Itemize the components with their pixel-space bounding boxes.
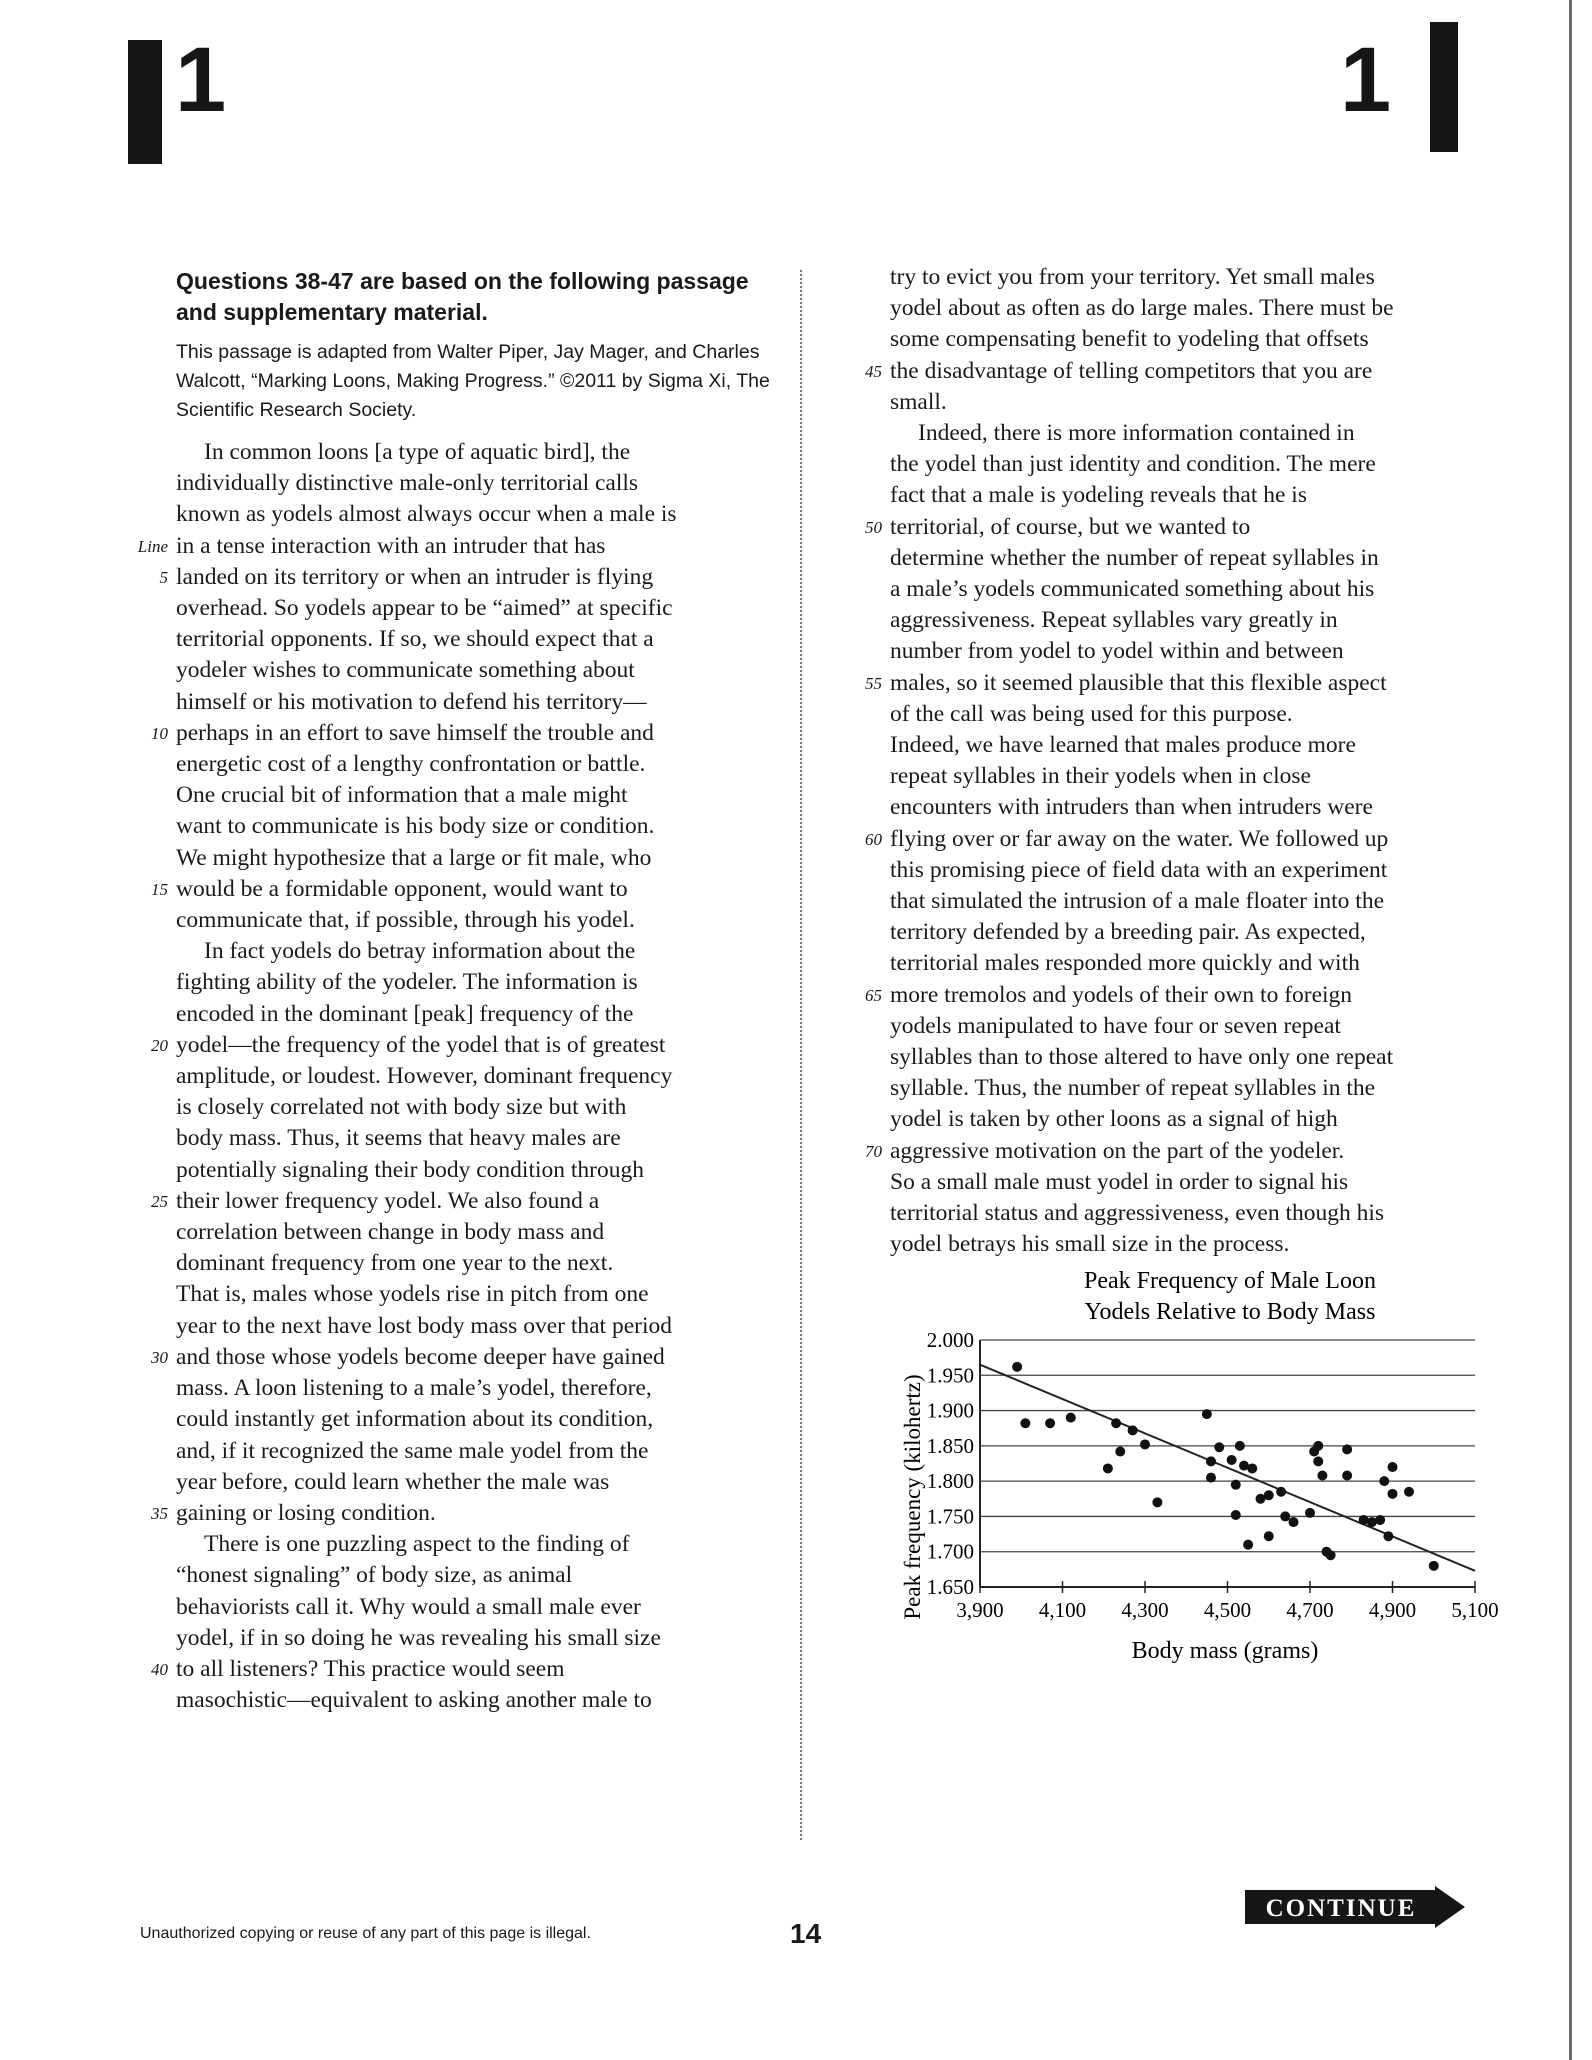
data-point: [1103, 1463, 1113, 1473]
passage-line: [137, 531, 776, 562]
right-column: [865, 262, 1490, 1261]
line-text: yodeler wishes to communicate something about: [176, 657, 635, 684]
x-axis-label: Body mass (grams): [1131, 1638, 1319, 1664]
line-text: There is one puzzling aspect to the finding of: [204, 1531, 630, 1558]
section-number-left: 1: [175, 29, 227, 131]
passage-line: [890, 262, 1490, 293]
chart-title-line-2: Yodels Relative to Body Mass: [1084, 1299, 1376, 1325]
passage-line: [176, 624, 776, 655]
x-tick-label: 4,500: [1203, 1598, 1252, 1622]
passage-line: [865, 824, 1490, 855]
x-tick-label: 4,700: [1286, 1598, 1334, 1622]
left-column: [137, 266, 776, 1716]
passage-line: [890, 293, 1490, 324]
passage-line: [890, 730, 1490, 761]
line-text: landed on its territory or when an intruder is flying: [176, 563, 654, 590]
line-text: fact that a male is yodeling reveals that he is: [890, 482, 1307, 509]
line-text: year to the next have lost body mass over that period: [176, 1312, 672, 1339]
line-text: behaviorists call it. Why would a small male ever: [176, 1593, 641, 1620]
line-text: perhaps in an effort to save himself the trouble and: [176, 719, 654, 746]
passage-line: [890, 636, 1490, 667]
line-text: correlation between change in body mass and: [176, 1219, 605, 1246]
line-text: and those whose yodels become deeper have gained: [176, 1343, 665, 1370]
line-text: and, if it recognized the same male yodel from the: [176, 1437, 649, 1464]
line-text: syllables than to those altered to have only one repeat: [890, 1044, 1394, 1071]
passage-line: [151, 1498, 776, 1529]
passage-line: [890, 387, 1490, 418]
passage-line: [890, 605, 1490, 636]
passage-line: [176, 1592, 776, 1623]
line-text: In common loons [a type of aquatic bird], the: [204, 439, 631, 465]
scatter-chart: [890, 1262, 1499, 1664]
data-point: [1115, 1447, 1125, 1457]
data-point: [1313, 1456, 1323, 1466]
passage-line: [176, 1436, 776, 1467]
line-text: encounters with intruders than when intruders were: [890, 794, 1373, 821]
line-text: aggressive motivation on the part of the yodeler.: [890, 1137, 1345, 1164]
x-tick-label: 5,100: [1451, 1598, 1499, 1622]
line-number: 35: [151, 1503, 168, 1523]
passage-line: [176, 1529, 776, 1560]
passage-line: [890, 917, 1490, 948]
data-point: [1317, 1470, 1327, 1480]
line-text: known as yodels almost always occur when a male is: [176, 501, 677, 528]
data-point: [1375, 1515, 1385, 1525]
data-point: [1020, 1418, 1030, 1428]
trend-line: [980, 1365, 1475, 1571]
line-text: in a tense interaction with an intruder that has: [176, 532, 606, 559]
passage-line: [890, 1042, 1490, 1073]
line-text: a male’s yodels communicated something about his: [890, 576, 1375, 603]
line-number: 10: [151, 723, 168, 743]
line-number: 5: [159, 567, 168, 587]
passage-line: [176, 999, 776, 1030]
passage-line: [890, 792, 1490, 823]
passage-source: This passage is adapted from Walter Piper, Jay Mager, and Charles Walcott, “Marking Loons, Making Progress.” ©2011 by Sigma Xi, The Scientific Research Society.: [176, 341, 770, 421]
y-tick-label: 1.800: [926, 1469, 974, 1494]
line-text: gaining or losing condition.: [176, 1499, 436, 1526]
line-number: 25: [151, 1191, 168, 1211]
passage-line: [176, 936, 776, 967]
passage-line: [890, 1229, 1490, 1260]
data-point: [1404, 1487, 1414, 1497]
line-text: want to communicate is his body size or condition.: [176, 813, 655, 840]
data-point: [1383, 1531, 1393, 1541]
passage-line: [176, 593, 776, 624]
line-text: yodel betrays his small size in the process.: [890, 1231, 1290, 1258]
line-text: the disadvantage of telling competitors that you are: [890, 357, 1373, 384]
passage-line: [865, 980, 1490, 1011]
line-text: yodel is taken by other loons as a signal of high: [890, 1106, 1338, 1133]
line-text: the yodel than just identity and condition. The mere: [890, 451, 1376, 478]
line-text: In fact yodels do betray information about the: [204, 938, 636, 965]
passage-line: [176, 1061, 776, 1092]
data-point: [1388, 1489, 1398, 1499]
data-point: [1140, 1439, 1150, 1449]
passage-line: [151, 1342, 776, 1373]
line-number: 65: [865, 985, 882, 1005]
passage-line: [890, 1198, 1490, 1229]
passage-line: [176, 1685, 776, 1716]
passage-line: [151, 718, 776, 749]
y-tick-label: 1.900: [926, 1398, 974, 1423]
line-text: to all listeners? This practice would seem: [176, 1655, 565, 1682]
passage-line: [176, 1123, 776, 1154]
passage-line: [151, 1186, 776, 1217]
line-text: communicate that, if possible, through his yodel.: [176, 907, 635, 934]
passage-line: [176, 749, 776, 780]
line-text: some compensating benefit to yodeling that offsets: [890, 326, 1369, 353]
passage-line: [865, 668, 1490, 699]
passage-line: [890, 543, 1490, 574]
data-point: [1206, 1473, 1216, 1483]
passage-line: [176, 1311, 776, 1342]
passage-line: [176, 1560, 776, 1591]
line-text: Indeed, we have learned that males produce more: [890, 732, 1356, 759]
passage-line: [890, 418, 1490, 449]
line-text: We might hypothesize that a large or fit male, who: [176, 844, 652, 871]
line-text: masochistic—equivalent to asking another male to: [176, 1687, 652, 1714]
line-text: small.: [890, 388, 947, 415]
data-point: [1243, 1540, 1253, 1550]
passage-line: [890, 886, 1490, 917]
passage-line: [151, 1030, 776, 1061]
passage-line: [176, 687, 776, 718]
data-point: [1231, 1510, 1241, 1520]
data-point: [1066, 1413, 1076, 1423]
line-text: repeat syllables in their yodels when in close: [890, 763, 1311, 790]
line-text: try to evict you from your territory. Yet small males: [890, 264, 1375, 290]
passage-left: [137, 437, 776, 1716]
line-number: 55: [865, 673, 882, 693]
x-tick-label: 4,300: [1121, 1598, 1169, 1622]
section-bar-left: [128, 40, 162, 164]
line-text: dominant frequency from one year to the next.: [176, 1250, 614, 1277]
data-point: [1379, 1476, 1389, 1486]
y-tick-label: 1.750: [926, 1504, 974, 1529]
chart-title-line-1: Peak Frequency of Male Loon: [1084, 1268, 1376, 1294]
line-text: aggressiveness. Repeat syllables vary greatly in: [890, 607, 1338, 634]
section-bar-right: [1430, 22, 1458, 152]
passage-line: [176, 1373, 776, 1404]
data-point: [1012, 1362, 1022, 1372]
passage-line: [890, 1104, 1490, 1135]
passage-line: [890, 699, 1490, 730]
data-point: [1235, 1441, 1245, 1451]
passage-line: [890, 948, 1490, 979]
line-text: body mass. Thus, it seems that heavy males are: [176, 1125, 621, 1152]
data-point: [1289, 1517, 1299, 1527]
data-point: [1111, 1418, 1121, 1428]
line-number: 70: [865, 1141, 882, 1161]
data-point: [1214, 1442, 1224, 1452]
passage-line: [176, 499, 776, 530]
line-text: himself or his motivation to defend his territory—: [176, 688, 647, 715]
y-tick-label: 1.950: [926, 1363, 974, 1388]
column-divider: [800, 270, 802, 1840]
passage-line: [176, 1404, 776, 1435]
data-point: [1247, 1463, 1257, 1473]
line-text: males, so it seemed plausible that this flexible aspect: [890, 669, 1387, 696]
data-point: [1313, 1441, 1323, 1451]
passage-line: [176, 1467, 776, 1498]
x-tick-label: 4,100: [1038, 1598, 1087, 1622]
passage-line: [890, 574, 1490, 605]
line-text: this promising piece of field data with an experiment: [890, 856, 1388, 883]
section-number-right: 1: [1340, 29, 1392, 131]
data-point: [1280, 1511, 1290, 1521]
line-text: yodels manipulated to have four or seven repeat: [890, 1012, 1341, 1039]
passage-line: [865, 356, 1490, 387]
line-text: year before, could learn whether the male was: [176, 1468, 610, 1495]
question-heading: Questions 38-47 are based on the following passage and supplementary material.: [176, 268, 749, 325]
data-point: [1326, 1550, 1336, 1560]
y-axis-label: Peak frequency (kilohertz): [900, 1374, 925, 1620]
line-text: amplitude, or loudest. However, dominant frequency: [176, 1063, 673, 1090]
line-text: is closely correlated not with body size but with: [176, 1094, 627, 1121]
data-point: [1264, 1531, 1274, 1541]
line-text: overhead. So yodels appear to be “aimed” at specific: [176, 595, 673, 622]
passage-line: [176, 1155, 776, 1186]
data-point: [1045, 1418, 1055, 1428]
data-point: [1202, 1409, 1212, 1419]
line-number: 40: [151, 1659, 168, 1679]
y-tick-label: 2.000: [926, 1328, 974, 1352]
line-text: That is, males whose yodels rise in pitch from one: [176, 1281, 649, 1308]
line-text: number from yodel to yodel within and between: [890, 638, 1344, 665]
line-text: fighting ability of the yodeler. The information is: [176, 969, 638, 996]
line-text: determine whether the number of repeat syllables in: [890, 544, 1379, 571]
continue-button[interactable]: [1245, 1886, 1465, 1928]
data-point: [1342, 1444, 1352, 1454]
line-text: syllable. Thus, the number of repeat syllables in the: [890, 1075, 1376, 1102]
passage-line: [176, 780, 776, 811]
line-text: potentially signaling their body condition through: [176, 1156, 644, 1183]
passage-right: [865, 262, 1490, 1261]
passage-line: [176, 655, 776, 686]
data-point: [1429, 1561, 1439, 1571]
line-text: yodel—the frequency of the yodel that is of greatest: [176, 1031, 666, 1058]
line-text: yodel about as often as do large males. There must be: [890, 295, 1394, 322]
line-text: territorial males responded more quickly and with: [890, 950, 1360, 977]
line-text: would be a formidable opponent, would want to: [176, 875, 628, 902]
passage-line: [890, 761, 1490, 792]
data-point: [1276, 1487, 1286, 1497]
passage-line: [176, 843, 776, 874]
passage-line: [176, 437, 776, 468]
data-point: [1128, 1425, 1138, 1435]
passage-line: [176, 905, 776, 936]
passage-line: [890, 449, 1490, 480]
passage-line: [890, 1073, 1490, 1104]
x-tick-label: 4,900: [1368, 1598, 1417, 1622]
data-point: [1231, 1480, 1241, 1490]
x-tick-label: 3,900: [956, 1598, 1004, 1622]
passage-line: [151, 874, 776, 905]
passage-line: [151, 1654, 776, 1685]
data-point: [1388, 1462, 1398, 1472]
copyright-notice: Unauthorized copying or reuse of any part of this page is illegal.: [140, 1925, 591, 1942]
line-text: territorial status and aggressiveness, even though his: [890, 1200, 1385, 1227]
passage-line: [176, 1248, 776, 1279]
line-text: that simulated the intrusion of a male floater into the: [890, 888, 1385, 915]
y-tick-label: 1.650: [926, 1575, 974, 1599]
passage-line: [159, 562, 776, 593]
passage-line: [890, 324, 1490, 355]
line-text: flying over or far away on the water. We followed up: [890, 825, 1389, 852]
line-text: “honest signaling” of body size, as animal: [176, 1562, 573, 1589]
data-point: [1152, 1497, 1162, 1507]
y-tick-label: 1.850: [926, 1433, 974, 1458]
line-text: more tremolos and yodels of their own to foreign: [890, 981, 1353, 1008]
line-text: could instantly get information about its condition,: [176, 1406, 654, 1433]
page-number: 14: [790, 1918, 822, 1949]
line-text: territory defended by a breeding pair. As expected,: [890, 919, 1366, 946]
passage-line: [176, 811, 776, 842]
line-number: 30: [151, 1347, 168, 1367]
passage-line: [890, 480, 1490, 511]
line-text: energetic cost of a lengthy confrontation or battle.: [176, 751, 646, 778]
line-text: territorial, of course, but we wanted to: [890, 513, 1251, 540]
line-text: encoded in the dominant [peak] frequency of the: [176, 1000, 634, 1027]
passage-line: [176, 1092, 776, 1123]
line-number: 15: [151, 879, 168, 899]
passage-line: [176, 967, 776, 998]
line-text: yodel, if in so doing he was revealing his small size: [176, 1624, 661, 1651]
page-edge-line: [1569, 0, 1572, 2060]
data-point: [1227, 1455, 1237, 1465]
passage-line: [176, 1623, 776, 1654]
passage-line: [176, 1217, 776, 1248]
passage-line: [176, 1279, 776, 1310]
passage-line: [890, 855, 1490, 886]
line-text: So a small male must yodel in order to signal his: [890, 1168, 1349, 1195]
data-point: [1305, 1508, 1315, 1518]
passage-line: [865, 512, 1490, 543]
line-text: territorial opponents. If so, we should expect that a: [176, 626, 654, 653]
line-number: 60: [865, 829, 882, 849]
line-text: Indeed, there is more information contained in: [918, 420, 1355, 447]
line-number: 45: [865, 361, 882, 381]
y-tick-label: 1.700: [926, 1539, 974, 1564]
line-text: mass. A loon listening to a male’s yodel, therefore,: [176, 1375, 652, 1402]
data-point: [1206, 1456, 1216, 1466]
line-number: Line: [137, 536, 168, 556]
line-text: individually distinctive male-only territorial calls: [176, 470, 639, 497]
passage-line: [865, 1136, 1490, 1167]
line-text: One crucial bit of information that a male might: [176, 782, 628, 809]
passage-line: [890, 1011, 1490, 1042]
passage-line: [176, 468, 776, 499]
passage-line: [890, 1167, 1490, 1198]
line-number: 20: [151, 1035, 168, 1055]
data-point: [1342, 1470, 1352, 1480]
continue-label: CONTINUE: [1265, 1895, 1417, 1922]
line-text: of the call was being used for this purpose.: [890, 700, 1293, 727]
line-number: 50: [865, 517, 882, 537]
data-point: [1264, 1490, 1274, 1500]
line-text: their lower frequency yodel. We also found a: [176, 1187, 600, 1214]
